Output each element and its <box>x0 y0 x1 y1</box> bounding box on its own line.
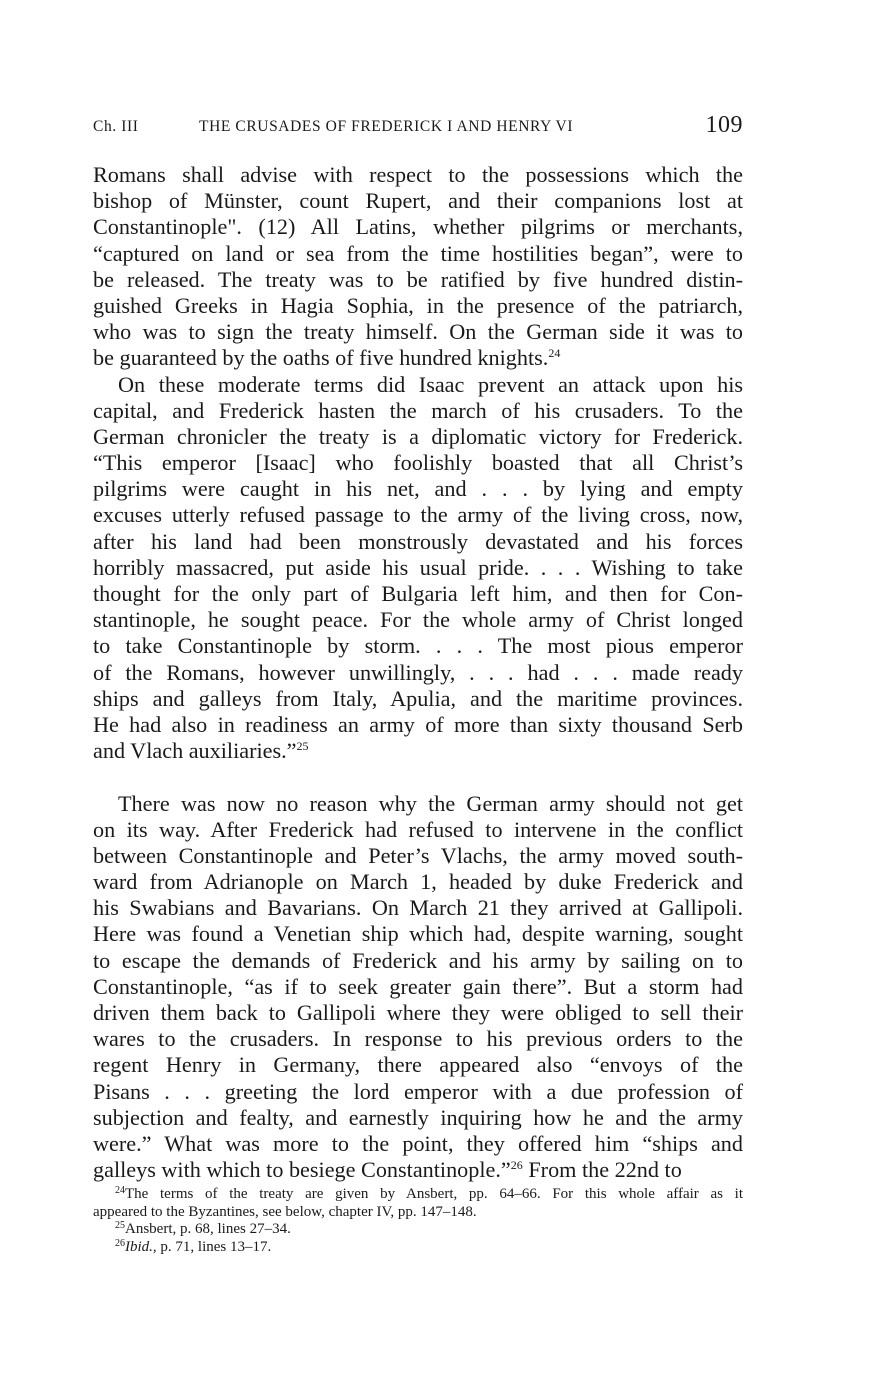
text-line: who was to sign the treaty himself. On the German side it was to <box>93 319 743 345</box>
section-break <box>93 764 743 790</box>
text-line: driven them back to Gallipoli where they were obliged to sell their <box>93 1000 743 1025</box>
text-line: ward from Adrianople on March 1, headed by duke Frederick and <box>93 869 743 895</box>
text-line: bishop of Münster, count Rupert, and their companions lost at <box>93 188 743 214</box>
text-line: There was now no reason why the German army should not get <box>118 790 743 816</box>
text-line: after his land had been monstrously devastated and his forces <box>93 528 743 554</box>
text-line: were.” What was more to the point, they offered him “ships and <box>93 1130 743 1156</box>
footnote-mark: 24 <box>115 1185 125 1196</box>
running-title: THE CRUSADES OF FREDERICK I AND HENRY VI <box>199 118 574 135</box>
text-line: subjection and fealty, and earnestly inquiring how he and the army <box>93 1104 743 1130</box>
text-line: his Swabians and Bavarians. On March 21 they arrived at Gallipoli. <box>93 895 743 921</box>
text-line: capital, and Frederick hasten the march of his crusaders. To the <box>93 397 743 423</box>
footnote-text: Ansbert, p. 68, lines 27–34. <box>125 1221 291 1237</box>
footnote-24-continued: appeared to the Byzantines, see below, chapter IV, pp. 147–148. <box>93 1203 477 1220</box>
text-line: “This emperor [Isaac] who foolishly boasted that all Christ’s <box>93 450 743 476</box>
page-number: 109 <box>705 112 743 138</box>
text-line: Romans shall advise with respect to the possessions which the <box>93 162 743 187</box>
footnote-26 <box>93 1239 743 1257</box>
footnote-ref-25[interactable]: 25 <box>296 739 309 754</box>
text-line: He had also in readiness an army of more than sixty thousand Serb <box>93 711 743 737</box>
text-line: stantinople, he sought peace. For the whole army of Christ longed <box>93 607 743 633</box>
text-line: excuses utterly refused passage to the army of the living cross, now, <box>93 502 743 528</box>
text-line: thought for the only part of Bulgaria left him, and then for Con- <box>93 581 743 606</box>
text-line: Pisans . . . greeting the lord emperor with a due profession of <box>93 1078 743 1104</box>
footnote-ref-24[interactable]: 24 <box>548 346 561 361</box>
text-line: to escape the demands of Frederick and his army by sailing on to <box>93 947 743 973</box>
text-line: Constantinople". (12) All Latins, whether pilgrims or merchants, <box>93 214 743 240</box>
chapter-label: Ch. III <box>93 118 139 135</box>
footnote-text: p. 71, lines 13–17. <box>156 1238 272 1255</box>
text-line: on its way. After Frederick had refused to intervene in the conflict <box>93 816 743 842</box>
footnotes <box>93 1186 743 1256</box>
text-line: wares to the crusaders. In response to his previous orders to the <box>93 1026 743 1052</box>
text-line <box>93 738 743 764</box>
text-line: Here was found a Venetian ship which had, despite warning, sought <box>93 921 743 947</box>
footnote-ibid: Ibid., <box>125 1238 157 1255</box>
footnote-text: The terms of the treaty are given by Ansbert, pp. 64–66. For this whole affair as it <box>125 1186 743 1202</box>
text-line: pilgrims were caught in his net, and . . . by lying and empty <box>93 476 743 502</box>
text-line: be released. The treaty was to be ratified by five hundred distin- <box>93 266 743 292</box>
text-line: of the Romans, however unwillingly, . . . had . . . made ready <box>93 659 743 685</box>
footnote-mark: 25 <box>115 1220 125 1231</box>
text-segment: From the 22nd to <box>522 1157 682 1183</box>
body-text <box>93 162 743 1183</box>
text-line: to take Constantinople by storm. . . . The most pious emperor <box>93 633 743 659</box>
text-line: German chronicler the treaty is a diplomatic victory for Frederick. <box>93 423 743 449</box>
footnote-ref-26[interactable]: 26 <box>510 1158 523 1173</box>
text-line: regent Henry in Germany, there appeared also “envoys of the <box>93 1052 743 1078</box>
footnote-25 <box>93 1221 743 1239</box>
text-line: ships and galleys from Italy, Apulia, and the maritime provinces. <box>93 685 743 711</box>
text-segment: be guaranteed by the oaths of five hundred knights. <box>93 345 549 371</box>
footnote-24 <box>93 1186 743 1204</box>
footnote-mark: 26 <box>115 1237 125 1249</box>
text-segment: and Vlach auxiliaries.” <box>93 738 297 764</box>
text-line: Constantinople, “as if to seek greater gain there”. But a storm had <box>93 973 743 999</box>
text-line: horribly massacred, put aside his usual pride. . . . Wishing to take <box>93 554 743 580</box>
text-line: On these moderate terms did Isaac prevent an attack upon his <box>118 371 743 397</box>
text-segment: galleys with which to besiege Constantinople.” <box>93 1157 511 1183</box>
text-line <box>93 1157 743 1183</box>
text-line: “captured on land or sea from the time hostilities began”, were to <box>93 240 743 266</box>
text-line <box>93 345 743 371</box>
text-line: between Constantinople and Peter’s Vlachs, the army moved south- <box>93 842 743 868</box>
text-line: guished Greeks in Hagia Sophia, in the presence of the patriarch, <box>93 292 743 318</box>
running-head <box>93 112 743 142</box>
